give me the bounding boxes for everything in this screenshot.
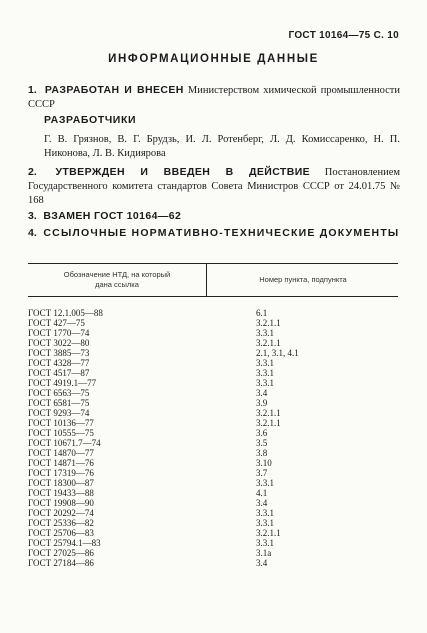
row-document: ГОСТ 27025—86 <box>28 548 94 558</box>
table-row <box>28 558 398 568</box>
row-item: 3.4 <box>256 558 268 568</box>
developers-heading: РАЗРАБОТЧИКИ <box>44 114 137 126</box>
table-row <box>28 338 398 348</box>
row-document: ГОСТ 4328—77 <box>28 358 90 368</box>
row-document: ГОСТ 10136—77 <box>28 418 94 428</box>
section-4 <box>28 226 400 241</box>
table-row <box>28 548 398 558</box>
table-row <box>28 348 398 358</box>
row-item: 3.3.1 <box>256 328 274 338</box>
row-document: ГОСТ 1770—74 <box>28 328 90 338</box>
row-item: 3.6 <box>256 428 268 438</box>
section-2-number: 2. <box>28 166 37 178</box>
row-document: ГОСТ 25336—82 <box>28 518 94 528</box>
row-item: 3.5 <box>256 438 268 448</box>
row-item: 3.10 <box>256 458 272 468</box>
section-3-heading: ВЗАМЕН ГОСТ 10164—62 <box>43 210 182 222</box>
column-header-item: Номер пункта, подпункта <box>259 275 347 284</box>
table-row <box>28 438 398 448</box>
table-row <box>28 508 398 518</box>
row-item: 3.3.1 <box>256 378 274 388</box>
row-item: 3.2.1.1 <box>256 338 281 348</box>
section-1 <box>28 83 400 112</box>
row-document: ГОСТ 3885—73 <box>28 348 90 358</box>
row-document: ГОСТ 10671.7—74 <box>28 438 101 448</box>
row-document: ГОСТ 19908—90 <box>28 498 94 508</box>
table-row <box>28 308 398 318</box>
row-item: 2.1, 3.1, 4.1 <box>256 348 299 358</box>
table-row <box>28 328 398 338</box>
reference-table <box>28 263 398 568</box>
row-item: 3.9 <box>256 398 268 408</box>
row-document: ГОСТ 18300—87 <box>28 478 94 488</box>
row-document: ГОСТ 3022—80 <box>28 338 90 348</box>
table-row <box>28 468 398 478</box>
row-item: 3.2.1.1 <box>256 528 281 538</box>
table-row <box>28 528 398 538</box>
row-item: 3.3.1 <box>256 368 274 378</box>
section-3 <box>28 209 400 224</box>
row-item: 4.1 <box>256 488 268 498</box>
row-item: 3.3.1 <box>256 518 274 528</box>
row-document: ГОСТ 427—75 <box>28 318 85 328</box>
row-item: 3.3.1 <box>256 358 274 368</box>
row-item: 3.4 <box>256 498 268 508</box>
row-document: ГОСТ 6563—75 <box>28 388 90 398</box>
table-row <box>28 498 398 508</box>
table-row <box>28 368 398 378</box>
row-document: ГОСТ 19433—88 <box>28 488 94 498</box>
row-item: 6.1 <box>256 308 268 318</box>
row-item: 3.3.1 <box>256 508 274 518</box>
section-2-text: Постановлением Государственного комитета стандартов Совета Министров СССР от 24.01.75 № 168 <box>28 167 401 206</box>
row-document: ГОСТ 14871—76 <box>28 458 94 468</box>
column-header-document: Обозначение НТД, на который дана ссылка <box>63 270 171 289</box>
table-row <box>28 408 398 418</box>
section-2-heading: УТВЕРЖДЕН И ВВЕДЕН В ДЕЙСТВИЕ <box>55 166 311 178</box>
table-row <box>28 538 398 548</box>
table-header <box>28 263 398 297</box>
developers-list: Г. В. Грязнов, В. Г. Брудзь, И. Л. Ротенберг, Л. Д. Комиссаренко, Н. П. Никонова, Л. В. Кидиярова <box>44 134 400 159</box>
row-document: ГОСТ 9293—74 <box>28 408 90 418</box>
row-document: ГОСТ 17319—76 <box>28 468 94 478</box>
row-document: ГОСТ 27184—86 <box>28 558 94 568</box>
row-item: 3.2.1.1 <box>256 318 281 328</box>
section-3-number: 3. <box>28 210 37 222</box>
section-2 <box>28 165 400 208</box>
row-item: 3.8 <box>256 448 268 458</box>
table-row <box>28 378 398 388</box>
row-document: ГОСТ 20292—74 <box>28 508 94 518</box>
row-item: 3.2.1.1 <box>256 408 281 418</box>
row-item: 3.1а <box>256 548 272 558</box>
section-1-number: 1. <box>28 84 37 96</box>
table-row <box>28 318 398 328</box>
page-header: ГОСТ 10164—75 С. 10 <box>288 30 399 41</box>
table-row <box>28 478 398 488</box>
table-row <box>28 358 398 368</box>
row-item: 3.7 <box>256 468 268 478</box>
row-document: ГОСТ 25794.1—83 <box>28 538 101 548</box>
table-row <box>28 388 398 398</box>
table-row <box>28 398 398 408</box>
row-item: 3.3.1 <box>256 538 274 548</box>
row-document: ГОСТ 25706—83 <box>28 528 94 538</box>
table-row <box>28 458 398 468</box>
table-row <box>28 518 398 528</box>
row-document: ГОСТ 10555—75 <box>28 428 94 438</box>
table-row <box>28 428 398 438</box>
row-item: 3.3.1 <box>256 478 274 488</box>
row-document: ГОСТ 12.1.005—88 <box>28 308 103 318</box>
table-body <box>28 297 398 568</box>
column-divider <box>206 264 207 296</box>
section-4-number: 4. <box>28 227 37 239</box>
row-item: 3.2.1.1 <box>256 418 281 428</box>
section-1-text: Министерством химической промышленности СССР <box>28 85 401 110</box>
section-4-heading: ССЫЛОЧНЫЕ НОРМАТИВНО-ТЕХНИЧЕСКИЕ ДОКУМЕНТЫ <box>43 227 400 239</box>
table-row <box>28 488 398 498</box>
row-document: ГОСТ 4517—87 <box>28 368 90 378</box>
row-document: ГОСТ 6581—75 <box>28 398 90 408</box>
row-document: ГОСТ 4919.1—77 <box>28 378 97 388</box>
page-title: ИНФОРМАЦИОННЫЕ ДАННЫЕ <box>108 53 319 65</box>
section-1-heading: РАЗРАБОТАН И ВНЕСЕН <box>44 84 184 96</box>
table-row <box>28 418 398 428</box>
row-document: ГОСТ 14870—77 <box>28 448 94 458</box>
row-item: 3.4 <box>256 388 268 398</box>
table-row <box>28 448 398 458</box>
